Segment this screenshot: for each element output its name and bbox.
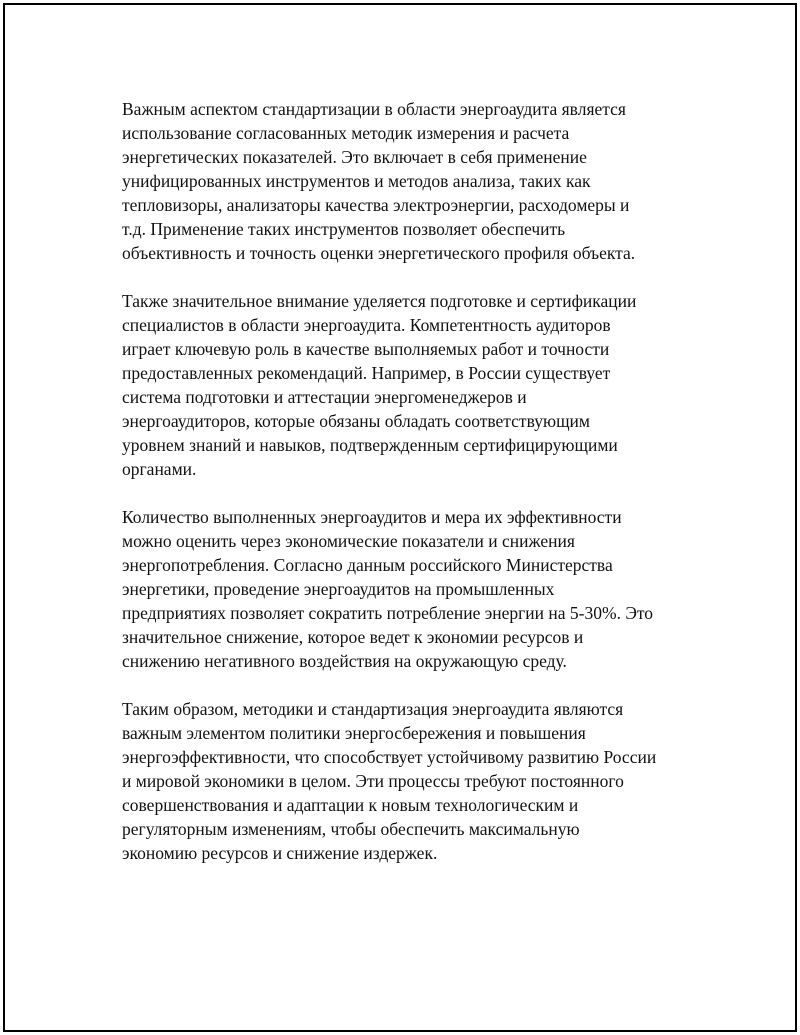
text-line: снижению негативного воздействия на окружающую среду.	[122, 651, 567, 671]
text-line: унифицированных инструментов и методов анализа, таких как	[122, 171, 591, 191]
text-line: энергопотребления. Согласно данным российского Министерства	[122, 555, 613, 575]
paragraph-gap	[122, 481, 692, 505]
paragraph-specialist-certification	[122, 289, 692, 481]
text-line: экономию ресурсов и снижение издержек.	[122, 843, 438, 863]
text-line: совершенствования и адаптации к новым технологическим и	[122, 795, 579, 815]
text-line: специалистов в области энергоаудита. Компетентность аудиторов	[122, 315, 611, 335]
text-line: Важным аспектом стандартизации в области энергоаудита является	[122, 99, 626, 119]
text-line: предприятиях позволяет сократить потребление энергии на 5-30%. Это	[122, 603, 654, 623]
text-line: предоставленных рекомендаций. Например, в России существует	[122, 363, 611, 383]
document-body	[122, 97, 692, 865]
text-line: уровнем знаний и навыков, подтвержденным сертифицирующими	[122, 435, 618, 455]
text-line: энергоэффективности, что способствует устойчивому развитию России	[122, 747, 657, 767]
text-line: энергоаудиторов, которые обязаны обладать соответствующим	[122, 411, 590, 431]
text-line: важным элементом политики энергосбережения и повышения	[122, 723, 586, 743]
text-line: использование согласованных методик измерения и расчета	[122, 123, 570, 143]
text-line: система подготовки и аттестации энергоменеджеров и	[122, 387, 527, 407]
text-line: тепловизоры, анализаторы качества электроэнергии, расходомеры и	[122, 195, 630, 215]
text-line: Также значительное внимание уделяется подготовке и сертификации	[122, 291, 637, 311]
paragraph-gap	[122, 265, 692, 289]
text-line: Количество выполненных энергоаудитов и мера их эффективности	[122, 507, 622, 527]
paragraph-standardization-methods	[122, 97, 692, 265]
text-line: объективность и точность оценки энергетического профиля объекта.	[122, 243, 636, 263]
paragraph-gap	[122, 673, 692, 697]
text-line: т.д. Применение таких инструментов позволяет обеспечить	[122, 219, 566, 239]
text-line: Таким образом, методики и стандартизация энергоаудита являются	[122, 699, 624, 719]
text-line: можно оценить через экономические показатели и снижения	[122, 531, 575, 551]
text-line: играет ключевую роль в качестве выполняемых работ и точности	[122, 339, 610, 359]
text-line: энергетических показателей. Это включает в себя применение	[122, 147, 587, 167]
text-line: регуляторным изменениям, чтобы обеспечить максимальную	[122, 819, 580, 839]
page-frame	[3, 3, 797, 1032]
text-line: значительное снижение, которое ведет к экономии ресурсов и	[122, 627, 584, 647]
paragraph-conclusion	[122, 697, 692, 865]
text-line: органами.	[122, 459, 197, 479]
text-line: и мировой экономики в целом. Эти процессы требуют постоянного	[122, 771, 624, 791]
text-line: энергетики, проведение энергоаудитов на промышленных	[122, 579, 555, 599]
paragraph-audit-effectiveness	[122, 505, 692, 673]
